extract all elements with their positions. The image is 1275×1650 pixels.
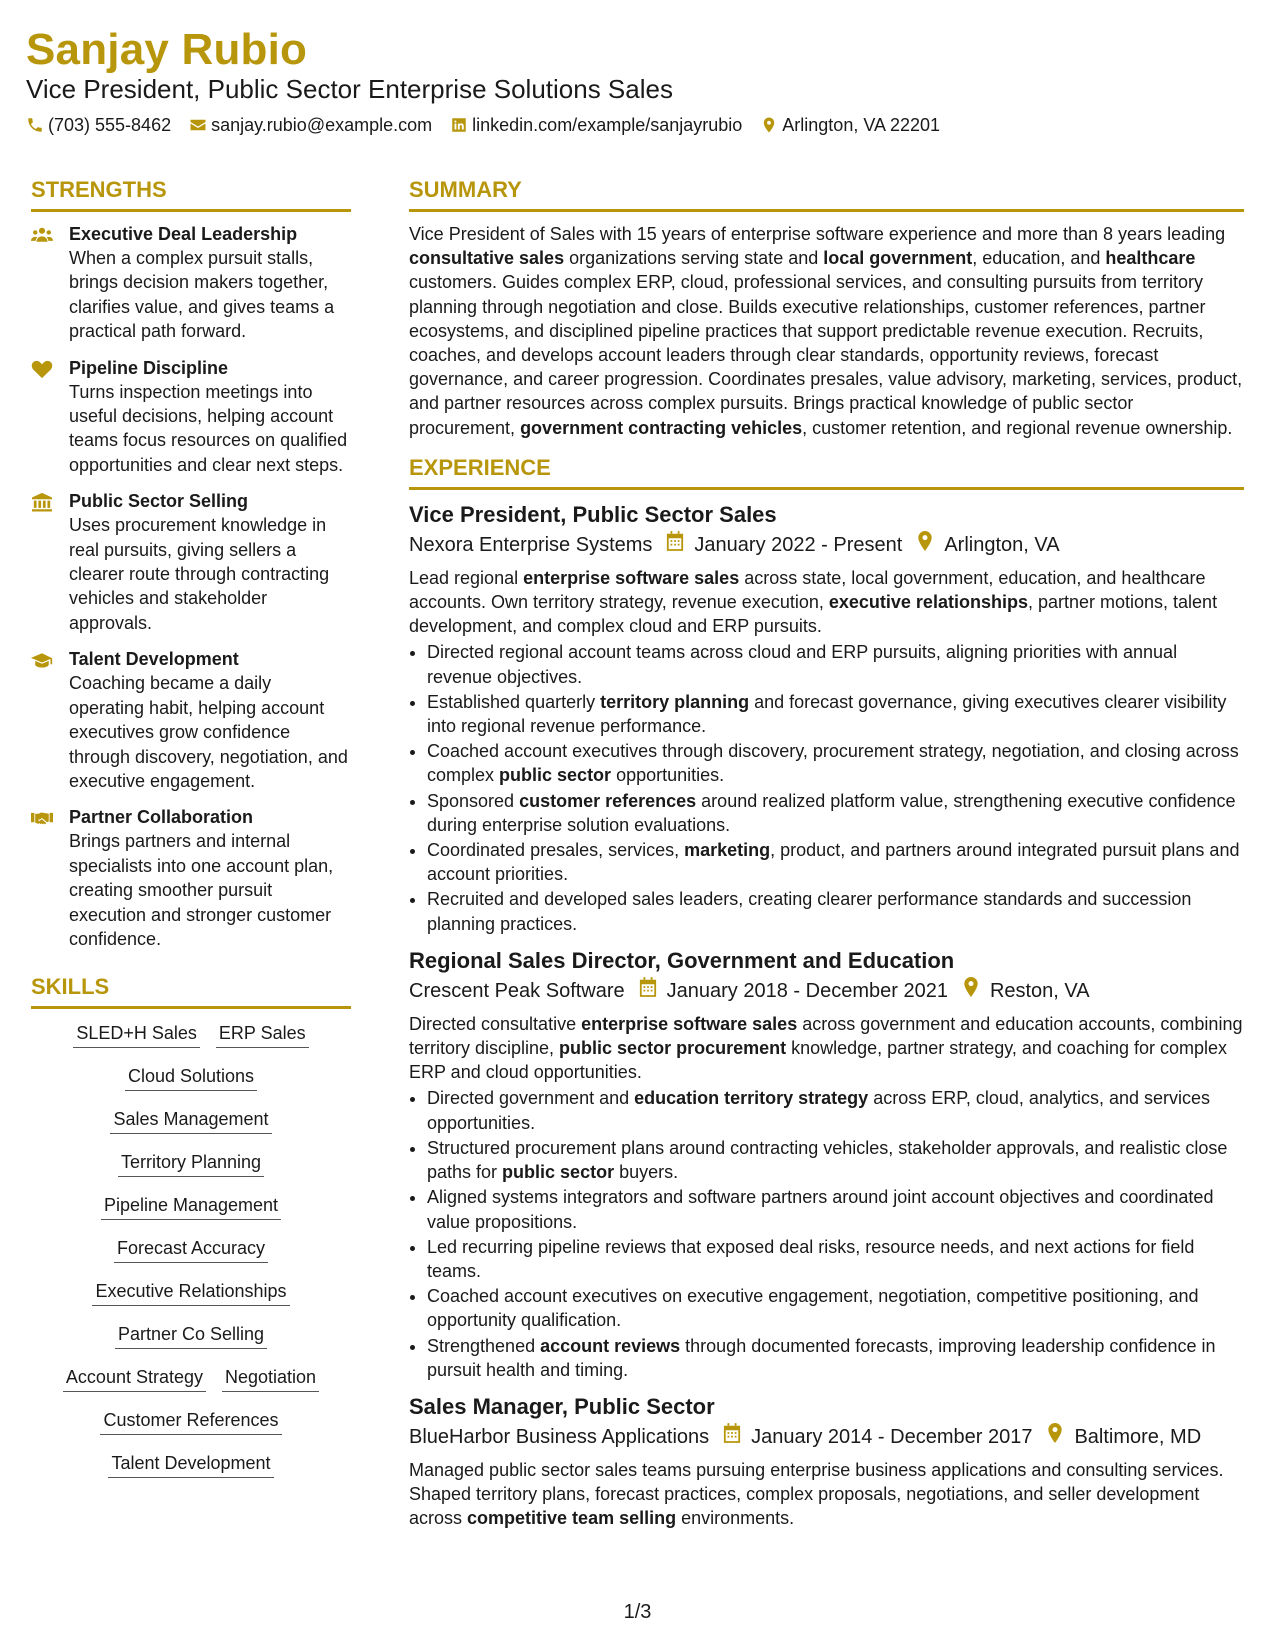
skill-row bbox=[31, 1150, 351, 1177]
job-company bbox=[409, 530, 652, 560]
handshake-icon bbox=[31, 805, 55, 951]
left-column bbox=[31, 176, 351, 1494]
job-title: Regional Sales Director, Government and Education bbox=[409, 947, 955, 973]
emphasis: competitive team selling bbox=[467, 1508, 677, 1529]
emphasis: enterprise software sales bbox=[523, 567, 740, 588]
strength-item bbox=[31, 647, 351, 793]
summary-text: Vice President of Sales with 15 years of enterprise software experience and more than 8 years leading consultative sales organizations serving state and local government, education, and healthcare customers. Guides complex ERP, cloud, professional services, and consulting pursuits from territory planning through negotiation and close. Builds executive relationships, customer references, partner ecosystems, and disciplined pipeline practices that support predictable revenue execution. Recruits, coaches, and develops account leaders through clear standards, opportunity reviews, forecast governance, and career progression. Coordinates presales, value advisory, marketing, services, product, and partner resources across complex pursuits. Brings practical knowledge of public sector procurement, government contracting vehicles, customer retention, and regional revenue ownership. bbox=[409, 224, 1243, 438]
users-icon bbox=[31, 222, 55, 344]
dates-text: January 2022 - Present bbox=[694, 533, 903, 556]
strength-body bbox=[69, 647, 351, 793]
job-meta bbox=[409, 976, 1244, 1006]
strength-description: Uses procurement knowledge in real pursuits, giving sellers a clearer route through contracting vehicles and stakeholder approvals. bbox=[69, 515, 330, 633]
emphasis: education territory strategy bbox=[634, 1088, 869, 1109]
location-text: Baltimore, MD bbox=[1074, 1425, 1202, 1448]
skill-row bbox=[31, 1365, 351, 1392]
strength-body bbox=[69, 489, 351, 635]
strength-title: Public Sector Selling bbox=[69, 491, 249, 512]
map-pin-icon bbox=[962, 976, 980, 1006]
phone-icon bbox=[26, 116, 44, 134]
contact-bar bbox=[26, 113, 940, 137]
emphasis: enterprise software sales bbox=[581, 1013, 798, 1034]
location-text: Reston, VA bbox=[989, 979, 1090, 1002]
job-company bbox=[409, 1422, 709, 1452]
job-location bbox=[962, 976, 1090, 1006]
skill-row bbox=[31, 1236, 351, 1263]
emphasis: account reviews bbox=[540, 1335, 681, 1356]
skill-row bbox=[31, 1064, 351, 1091]
job-bullets bbox=[409, 640, 1244, 935]
job-entry bbox=[409, 946, 1244, 1382]
job-location bbox=[916, 530, 1059, 560]
summary-heading: SUMMARY bbox=[409, 176, 1244, 212]
strength-body bbox=[69, 805, 351, 951]
bullet-item: • Aligned systems integrators and software partners around joint account objectives and coordinated value propositions. bbox=[427, 1185, 1244, 1233]
emphasis: government contracting vehicles bbox=[520, 417, 803, 438]
emphasis: marketing bbox=[684, 840, 771, 861]
strength-title: Talent Development bbox=[69, 649, 239, 670]
skill-tag: Customer References bbox=[100, 1408, 281, 1435]
job-entry bbox=[409, 500, 1244, 936]
skill-row bbox=[31, 1408, 351, 1435]
bullet-item: • Coached account executives on executive engagement, negotiation, competitive positioning, and opportunity qualification. bbox=[427, 1284, 1244, 1332]
strength-title: Executive Deal Leadership bbox=[69, 224, 298, 244]
job-description: Lead regional enterprise software sales across state, local government, education, and healthcare accounts. Own territory strategy, revenue execution, executive relationships, partner motions, talent development, and complex cloud and ERP pursuits. bbox=[409, 567, 1218, 637]
skills-heading: SKILLS bbox=[31, 973, 351, 1009]
skill-tag: Negotiation bbox=[222, 1365, 319, 1392]
job-entry bbox=[409, 1392, 1244, 1531]
bullet-item: • Led recurring pipeline reviews that exposed deal risks, resource needs, and next actions for field teams. bbox=[427, 1235, 1244, 1283]
skill-row bbox=[31, 1021, 351, 1048]
bullet-item: • Directed government and education territory strategy across ERP, cloud, analytics, and services opportunities. bbox=[427, 1086, 1244, 1134]
calendar-icon bbox=[666, 530, 684, 560]
job-meta bbox=[409, 530, 1244, 560]
job-dates bbox=[639, 976, 948, 1006]
skill-tag: Talent Development bbox=[108, 1451, 273, 1478]
graduation-cap-icon bbox=[31, 647, 55, 793]
job-meta bbox=[409, 1422, 1244, 1452]
experience-heading: EXPERIENCE bbox=[409, 454, 1244, 490]
job-description: Directed consultative enterprise software sales across government and education accounts, combining territory discipline, public sector procurement knowledge, partner strategy, and coaching for complex ERP and cloud opportunities. bbox=[409, 1013, 1243, 1083]
strength-item bbox=[31, 356, 351, 478]
job-bullets bbox=[409, 1086, 1244, 1381]
company-text: Crescent Peak Software bbox=[409, 979, 625, 1002]
job-company bbox=[409, 976, 625, 1006]
strength-body bbox=[69, 222, 351, 344]
strength-title: Pipeline Discipline bbox=[69, 357, 229, 378]
skill-tag: Cloud Solutions bbox=[125, 1064, 257, 1091]
skill-tag: Sales Management bbox=[110, 1107, 271, 1134]
emphasis: public sector procurement bbox=[559, 1038, 787, 1059]
strengths-list bbox=[31, 222, 351, 951]
job-title: Vice President, Public Sector Sales bbox=[409, 501, 777, 527]
linkedin-icon bbox=[450, 116, 468, 134]
experience-list bbox=[409, 500, 1244, 1531]
job-location bbox=[1046, 1422, 1201, 1452]
strength-title: Partner Collaboration bbox=[69, 807, 254, 828]
bullet-item: • Directed regional account teams across cloud and ERP pursuits, aligning priorities with annual revenue objectives. bbox=[427, 640, 1244, 688]
bullet-item: • Structured procurement plans around contracting vehicles, stakeholder approvals, and realistic close paths for public sector buyers. bbox=[427, 1136, 1244, 1184]
strength-item bbox=[31, 222, 351, 344]
job-title: Sales Manager, Public Sector bbox=[409, 1393, 715, 1419]
emphasis: customer references bbox=[519, 790, 697, 811]
map-pin-icon bbox=[1046, 1422, 1064, 1452]
skill-tag: ERP Sales bbox=[216, 1021, 309, 1048]
strength-body bbox=[69, 356, 351, 478]
envelope-icon bbox=[189, 116, 207, 134]
map-pin-icon bbox=[760, 116, 778, 134]
contact-linkedin[interactable] bbox=[450, 113, 742, 137]
bullet-item: • Sponsored customer references around realized platform value, strengthening executive confidence during enterprise solution evaluations. bbox=[427, 789, 1244, 837]
strength-description: Brings partners and internal specialists into one account plan, creating smoother pursuit execution and stronger customer confidence. bbox=[69, 831, 334, 949]
candidate-name: Sanjay Rubio bbox=[26, 25, 308, 74]
dates-text: January 2014 - December 2017 bbox=[751, 1425, 1033, 1448]
map-pin-icon bbox=[916, 530, 934, 560]
skills-list bbox=[31, 1021, 351, 1478]
phone-text: (703) 555-8462 bbox=[48, 115, 172, 135]
emphasis: executive relationships bbox=[828, 592, 1028, 613]
bullet-item: • Strengthened account reviews through documented forecasts, improving leadership confidence in pursuit health and timing. bbox=[427, 1334, 1244, 1382]
email-text: sanjay.rubio@example.com bbox=[211, 115, 433, 135]
right-column bbox=[409, 176, 1244, 1541]
calendar-icon bbox=[639, 976, 657, 1006]
location-text: Arlington, VA bbox=[944, 533, 1060, 556]
emphasis: healthcare bbox=[1105, 248, 1196, 269]
heart-icon bbox=[31, 356, 55, 478]
skill-row bbox=[31, 1451, 351, 1478]
dates-text: January 2018 - December 2021 bbox=[666, 979, 948, 1002]
skill-row bbox=[31, 1193, 351, 1220]
strength-description: When a complex pursuit stalls, brings decision makers together, clarifies value, and gives teams a practical path forward. bbox=[69, 248, 335, 342]
emphasis: local government bbox=[823, 248, 973, 269]
strength-description: Coaching became a daily operating habit, helping account executives grow confidence through discovery, negotiation, and executive engagement. bbox=[69, 673, 348, 791]
bullet-item: • Coached account executives through discovery, procurement strategy, negotiation, and closing across complex public sector opportunities. bbox=[427, 739, 1244, 787]
company-text: Nexora Enterprise Systems bbox=[409, 533, 653, 556]
job-dates bbox=[666, 530, 902, 560]
contact-email[interactable] bbox=[189, 113, 432, 137]
emphasis: consultative sales bbox=[409, 248, 565, 269]
skill-tag: Forecast Accuracy bbox=[114, 1236, 268, 1263]
skill-tag: Territory Planning bbox=[118, 1150, 264, 1177]
emphasis: territory planning bbox=[600, 691, 750, 712]
bullet-item: • Recruited and developed sales leaders, creating clearer performance standards and succession planning practices. bbox=[427, 887, 1244, 935]
page-number: 1/3 bbox=[623, 1601, 652, 1623]
skill-row bbox=[31, 1107, 351, 1134]
candidate-title: Vice President, Public Sector Enterprise Solutions Sales bbox=[26, 74, 673, 104]
skill-tag: Executive Relationships bbox=[92, 1279, 289, 1306]
location-text: Arlington, VA 22201 bbox=[782, 115, 941, 135]
strength-item bbox=[31, 805, 351, 951]
emphasis: public sector bbox=[502, 1162, 615, 1183]
landmark-icon bbox=[31, 489, 55, 635]
strength-description: Turns inspection meetings into useful decisions, helping account teams focus resources on qualified opportunities and clear next steps. bbox=[69, 381, 348, 475]
skill-row bbox=[31, 1322, 351, 1349]
contact-location bbox=[760, 113, 940, 137]
job-description: Managed public sector sales teams pursuing enterprise business applications and consulting services. Shaped territory plans, forecast practices, complex proposals, negotiations, and seller development across competitive team selling environments. bbox=[409, 1459, 1224, 1529]
skill-tag: Pipeline Management bbox=[101, 1193, 281, 1220]
bullet-item: • Coordinated presales, services, marketing, product, and partners around integrated pursuit plans and account priorities. bbox=[427, 838, 1244, 886]
skill-tag: Account Strategy bbox=[63, 1365, 206, 1392]
skill-tag: SLED+H Sales bbox=[73, 1021, 200, 1048]
strength-item bbox=[31, 489, 351, 635]
strengths-heading: STRENGTHS bbox=[31, 176, 351, 212]
calendar-icon bbox=[723, 1422, 741, 1452]
contact-phone[interactable] bbox=[26, 113, 171, 137]
skill-tag: Partner Co Selling bbox=[115, 1322, 267, 1349]
bullet-item: • Established quarterly territory planning and forecast governance, giving executives clearer visibility into regional revenue performance. bbox=[427, 690, 1244, 738]
skill-row bbox=[31, 1279, 351, 1306]
emphasis: public sector bbox=[499, 765, 612, 786]
company-text: BlueHarbor Business Applications bbox=[409, 1425, 710, 1448]
job-dates bbox=[723, 1422, 1032, 1452]
linkedin-text: linkedin.com/example/sanjayrubio bbox=[472, 115, 743, 135]
